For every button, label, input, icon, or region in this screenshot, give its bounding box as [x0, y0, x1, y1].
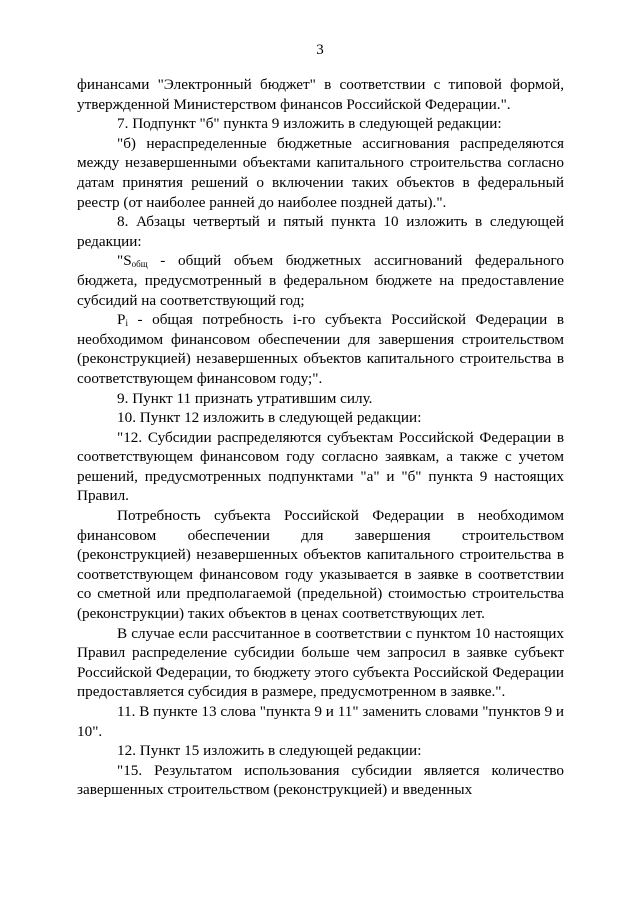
paragraph: "б) нераспределенные бюджетные ассигнования распределяются между незавершенными объектами капитального строительства согласно датам принятия решений о включении таких объектов в федеральный реестр (от наиболее ранней до наиболее поздней даты).".: [77, 134, 564, 211]
page-number: 3: [316, 42, 324, 58]
formula-subscript: общ: [131, 259, 148, 270]
paragraph: 7. Подпункт "б" пункта 9 изложить в следующей редакции:: [117, 115, 502, 133]
paragraph: "12. Субсидии распределяются субъектам Российской Федерации в соответствующем финансовом году согласно заявкам, а также с учетом решений, предусмотренных подпунктами "а" и "б" пункта 9 настоящих Правил.: [77, 428, 564, 505]
paragraph: 11. В пункте 13 слова "пункта 9 и 11" заменить словами "пунктов 9 и 10".: [77, 703, 564, 740]
formula-subscript: i: [125, 318, 128, 329]
formula-symbol: "S: [117, 252, 132, 270]
paragraph: 8. Абзацы четвертый и пятый пункта 10 изложить в следующей редакции:: [77, 213, 564, 250]
paragraph: "15. Результатом использования субсидии является количество завершенных строительством (реконструкцией) и введенных: [77, 761, 564, 799]
definition-text: - общая потребность i-го субъекта Российской Федерации в необходимом финансовом обеспечении для завершения строительством (реконструкцией) незавершенных объектов капитального строительства в соответствующем финансовом году;".: [77, 311, 564, 387]
formula-symbol: P: [117, 311, 126, 329]
paragraph: 9. Пункт 11 признать утратившим силу.: [117, 389, 373, 407]
formula-definition-paragraph: [77, 310, 564, 388]
paragraph: 12. Пункт 15 изложить в следующей редакции:: [117, 742, 422, 760]
definition-text: - общий объем бюджетных ассигнований федерального бюджета, предусмотренный в федеральном бюджете на предоставление субсидий на соответствующий год;: [77, 252, 564, 309]
paragraph: 10. Пункт 12 изложить в следующей редакции:: [117, 409, 422, 427]
paragraph: Потребность субъекта Российской Федерации в необходимом финансовом обеспечении для завершения строительством (реконструкцией) незавершенных объектов капитального строительства в соответствующем финансовом году указывается в заявке в соответствии со сметной или предполагаемой (предельной) стоимостью строительства (реконструкции) таких объектов в ценах соответствующих лет.: [77, 507, 564, 623]
paragraph: В случае если рассчитанное в соответствии с пунктом 10 настоящих Правил распределение субсидии больше чем запросил в заявке субъект Российской Федерации, то бюджету этого субъекта Российской Федерации предоставляется субсидия в размере, предусмотренном в заявке.".: [77, 624, 564, 701]
formula-definition-paragraph: [77, 251, 564, 310]
paragraph: финансами "Электронный бюджет" в соответствии с типовой формой, утвержденной Министерством финансов Российской Федерации.".: [77, 76, 564, 113]
document-body: [77, 75, 564, 800]
